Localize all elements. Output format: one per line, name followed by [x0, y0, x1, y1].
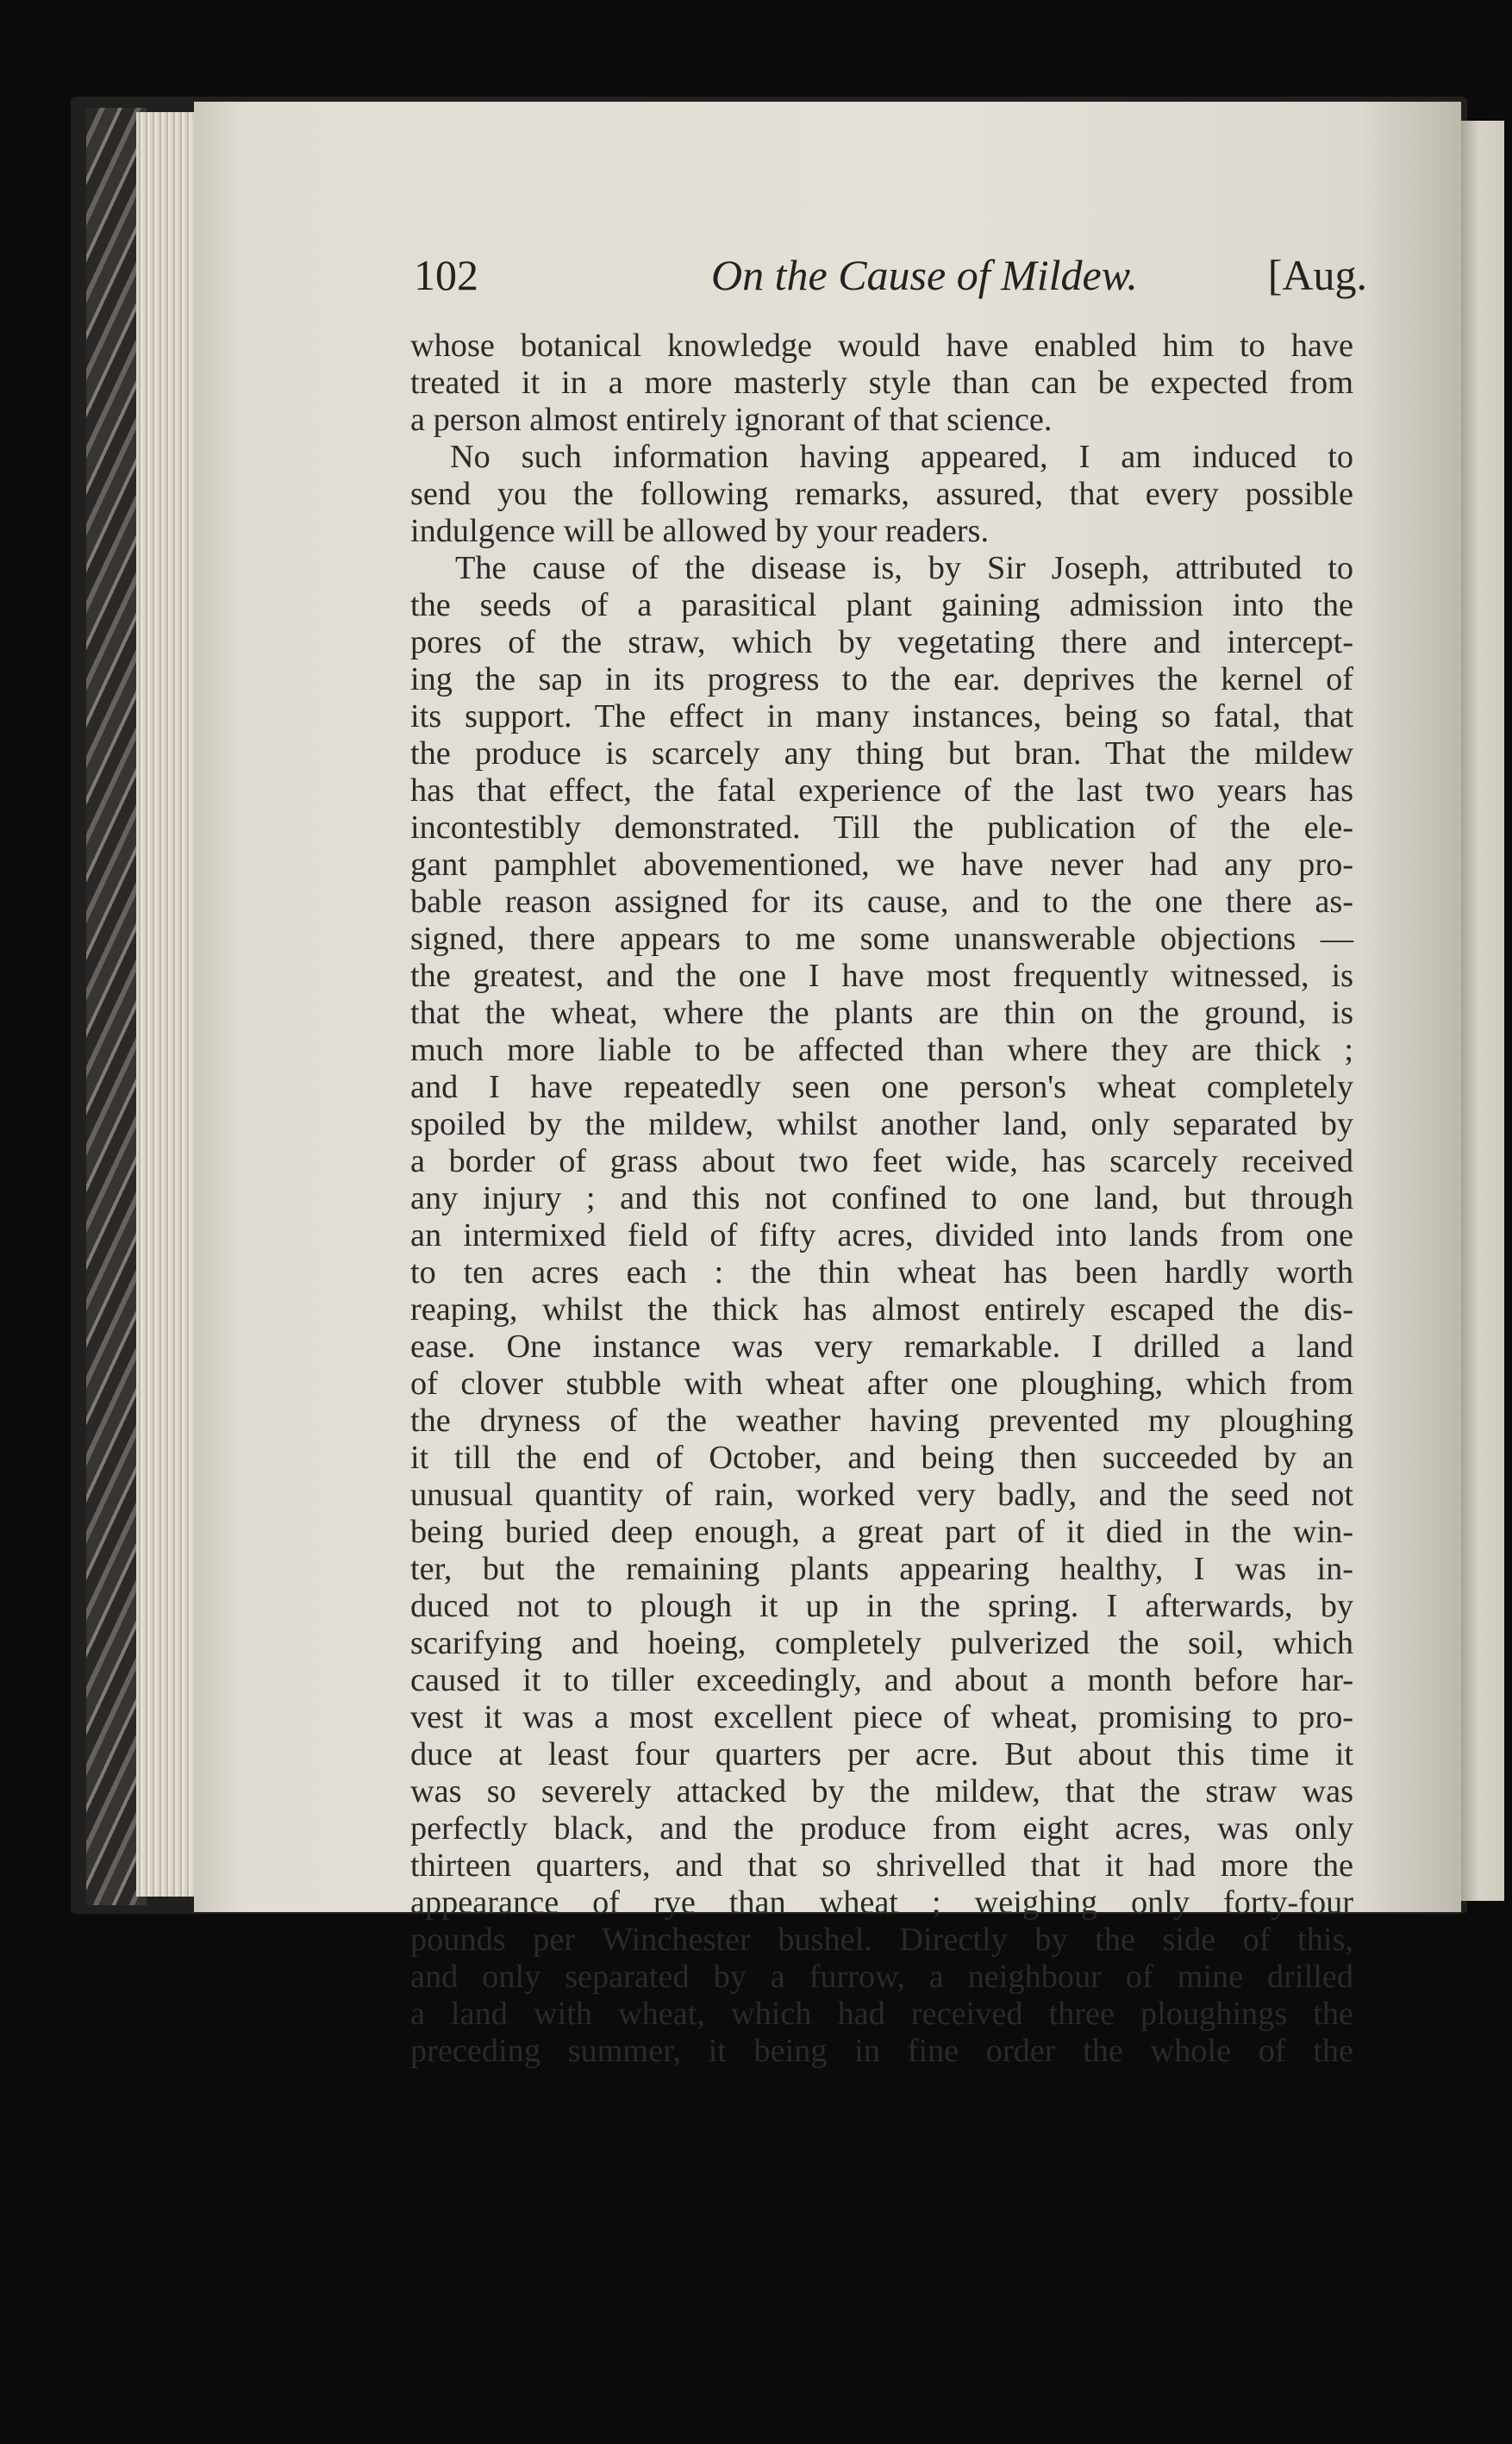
- text-line: the produce is scarcely any thing but bran. That the mildew: [410, 735, 1353, 772]
- text-line: appearance of rye than wheat ; weighing only forty-four: [410, 1885, 1353, 1921]
- text-line: much more liable to be affected than where they are thick ;: [410, 1032, 1353, 1068]
- text-line: gant pamphlet abovementioned, we have never had any pro-: [410, 847, 1353, 883]
- text-line: No such information having appeared, I am induced to: [450, 439, 1353, 475]
- text-line: spoiled by the mildew, whilst another land, only separated by: [410, 1106, 1353, 1142]
- text-line: the seeds of a parasitical plant gaining admission into the: [410, 587, 1353, 623]
- text-line: it till the end of October, and being then succeeded by an: [410, 1440, 1353, 1476]
- text-line: preceding summer, it being in fine order the whole of the: [410, 2033, 1353, 2069]
- text-line: its support. The effect in many instances, being so fatal, that: [410, 698, 1353, 734]
- text-line: and I have repeatedly seen one person's wheat completely: [410, 1069, 1353, 1105]
- text-line: the greatest, and the one I have most frequently witnessed, is: [410, 958, 1353, 994]
- page-header: [414, 250, 1367, 310]
- text-line: the dryness of the weather having prevented my ploughing: [410, 1403, 1353, 1439]
- text-body: [410, 328, 1353, 2070]
- text-line: a person almost entirely ignorant of that science.: [410, 402, 1053, 438]
- text-line: perfectly black, and the produce from eight acres, was only: [410, 1810, 1353, 1847]
- text-line: of clover stubble with wheat after one ploughing, which from: [410, 1366, 1353, 1402]
- text-line: whose botanical knowledge would have enabled him to have: [410, 328, 1353, 364]
- text-line: ing the sap in its progress to the ear. deprives the kernel of: [410, 661, 1353, 697]
- text-line: has that effect, the fatal experience of the last two years has: [410, 772, 1353, 809]
- text-line: unusual quantity of rain, worked very badly, and the seed not: [410, 1477, 1353, 1513]
- text-line: duce at least four quarters per acre. But about this time it: [410, 1736, 1353, 1772]
- text-line: scarifying and hoeing, completely pulverized the soil, which: [410, 1625, 1353, 1661]
- text-line: an intermixed field of fifty acres, divided into lands from one: [410, 1217, 1353, 1253]
- page-number: 102: [414, 251, 478, 299]
- text-line: duced not to plough it up in the spring. I afterwards, by: [410, 1588, 1353, 1624]
- text-line: incontestibly demonstrated. Till the publication of the ele-: [410, 809, 1353, 846]
- text-line: and only separated by a furrow, a neighbour of mine drilled: [410, 1959, 1353, 1995]
- text-line: a land with wheat, which had received three ploughings the: [410, 1996, 1353, 2032]
- text-line: a border of grass about two feet wide, has scarcely received: [410, 1143, 1353, 1179]
- text-line: that the wheat, where the plants are thin on the ground, is: [410, 995, 1353, 1031]
- text-line: caused it to tiller exceedingly, and about a month before har-: [410, 1662, 1353, 1698]
- running-month: [Aug.: [1267, 251, 1367, 299]
- text-line: being buried deep enough, a great part of it died in the win-: [410, 1514, 1353, 1550]
- facing-page-edge: [1461, 121, 1504, 1901]
- text-line: pores of the straw, which by vegetating there and intercept-: [410, 624, 1353, 660]
- text-line: pounds per Winchester bushel. Directly by the side of this,: [410, 1922, 1353, 1958]
- text-line: The cause of the disease is, by Sir Joseph, attributed to: [455, 550, 1353, 586]
- text-line: indulgence will be allowed by your readers.: [410, 513, 990, 549]
- running-title: On the Cause of Mildew.: [711, 251, 1138, 299]
- text-line: ease. One instance was very remarkable. I drilled a land: [410, 1328, 1353, 1365]
- text-line: treated it in a more masterly style than can be expected from: [410, 365, 1353, 401]
- text-line: was so severely attacked by the mildew, that the straw was: [410, 1773, 1353, 1810]
- text-line: send you the following remarks, assured, that every possible: [410, 476, 1353, 512]
- text-line: signed, there appears to me some unanswerable objections —: [410, 921, 1353, 957]
- text-line: thirteen quarters, and that so shrivelled that it had more the: [410, 1847, 1353, 1884]
- text-line: to ten acres each : the thin wheat has been hardly worth: [410, 1254, 1353, 1291]
- text-line: reaping, whilst the thick has almost entirely escaped the dis-: [410, 1291, 1353, 1328]
- text-line: any injury ; and this not confined to one land, but through: [410, 1180, 1353, 1216]
- text-line: ter, but the remaining plants appearing healthy, I was in-: [410, 1551, 1353, 1587]
- text-line: bable reason assigned for its cause, and to the one there as-: [410, 884, 1353, 920]
- text-line: vest it was a most excellent piece of wheat, promising to pro-: [410, 1699, 1353, 1735]
